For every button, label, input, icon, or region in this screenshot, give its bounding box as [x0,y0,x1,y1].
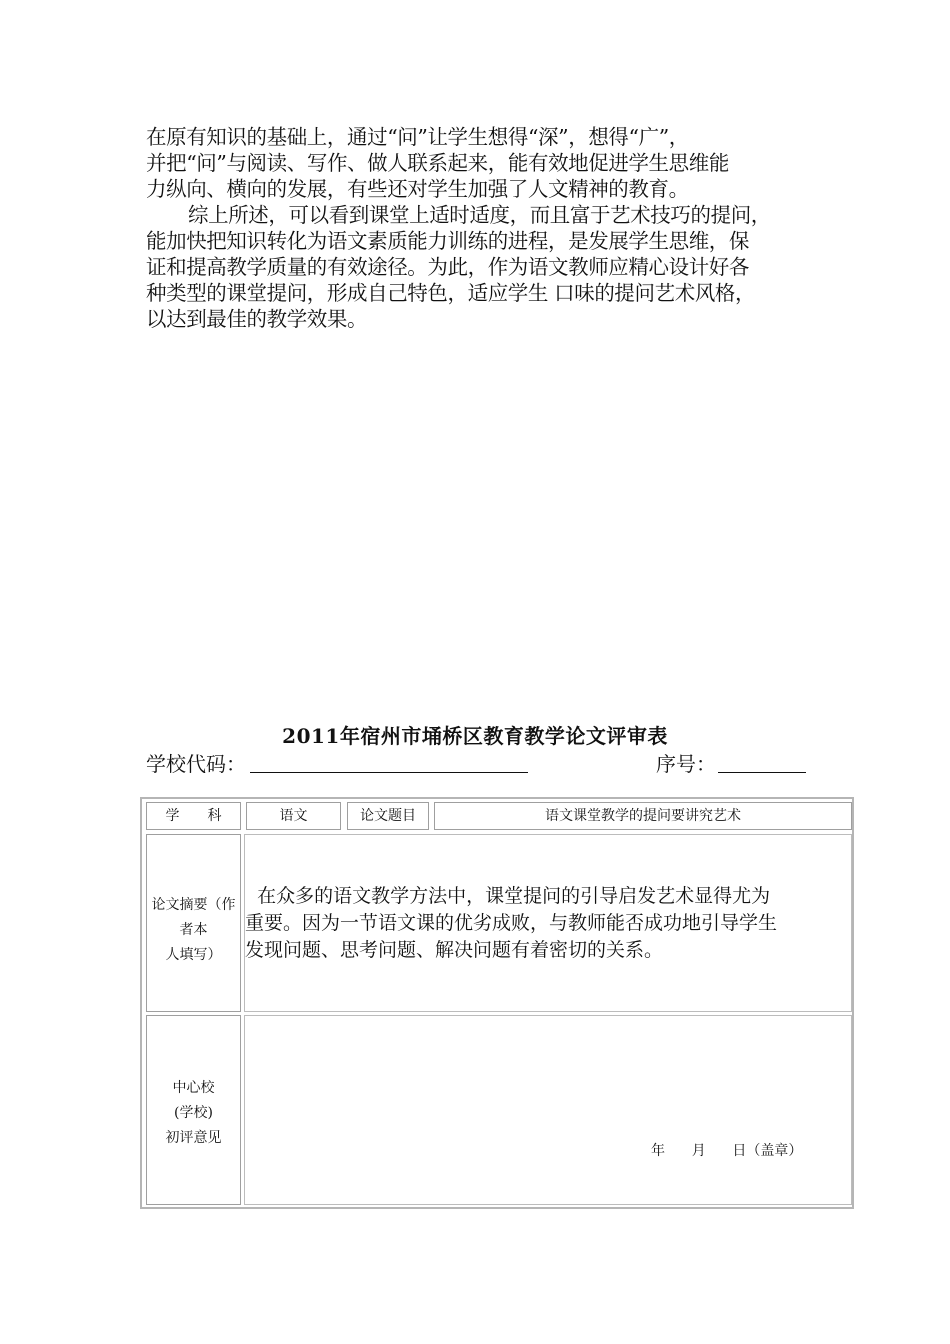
paragraph-line: 并把“问”与阅读、写作、做人联系起来，能有效地促进学生思维能 [146,151,729,175]
school-code-label: 学校代码： [146,752,246,776]
subject-value: 语文 [279,808,308,824]
body-paragraph-1 [146,124,814,202]
abstract-label-line: 论文摘要（作 [151,897,236,913]
paragraph-line: 在原有知识的基础上，通过“问”让学生想得“深”，想得“广”， [146,125,689,149]
subject-label: 学 科 [165,808,222,824]
topic-label: 论文题目 [360,808,416,824]
abstract-label-cell [146,834,241,1012]
opinion-label-line: (学校) [174,1105,213,1121]
paragraph-line: 以达到最佳的教学效果。 [146,307,368,331]
abstract-line: 发现问题、思考问题、解决问题有着密切的关系。 [245,939,664,961]
paragraph-line: 证和提高教学质量的有效途径。为此，作为语文教师应精心设计好各 [146,255,749,279]
subject-label-cell [146,802,241,830]
review-table [140,797,854,1209]
paragraph-line: 种类型的课堂提问，形成自己特色，适应学生 口味的提问艺术风格， [146,281,756,305]
date-day: 日（盖章） [732,1143,803,1159]
subject-value-cell [246,802,341,830]
opinion-label-line: 中心校 [172,1080,215,1096]
abstract-line: 重要。因为一节语文课的优劣成败，与教师能否成功地引导学生 [245,912,778,934]
body-paragraph-2 [146,202,814,332]
form-id-row [146,748,806,776]
serial-number-label: 序号： [656,752,716,776]
opinion-label-cell [146,1015,241,1205]
opinion-label-line: 初评意见 [165,1130,222,1146]
serial-number-field[interactable] [718,772,806,773]
topic-label-cell [347,802,429,830]
form-title: 2011年宿州市埇桥区教育教学论文评审表 [282,724,668,748]
topic-value: 语文课堂教学的提问要讲究艺术 [545,808,741,824]
abstract-content-cell [244,834,852,1012]
paragraph-line: 综上所述，可以看到课堂上适时适度，而且富于艺术技巧的提问， [188,203,771,227]
date-month: 月 [691,1143,706,1159]
paragraph-line: 力纵向、横向的发展，有些还对学生加强了人文精神的教育。 [146,177,689,201]
topic-value-cell [434,802,852,830]
date-stamp-line [651,1140,802,1160]
school-code-field[interactable] [250,772,528,773]
abstract-text [245,883,855,964]
abstract-label-line: 者本 [179,922,208,938]
abstract-line: 在众多的语文教学方法中，课堂提问的引导启发艺术显得尤为 [245,885,771,907]
paragraph-line: 能加快把知识转化为语文素质能力训练的进程，是发展学生思维，保 [146,229,749,253]
date-year: 年 [651,1143,665,1159]
opinion-content-cell[interactable] [244,1015,852,1205]
abstract-label-line: 人填写） [165,947,222,963]
